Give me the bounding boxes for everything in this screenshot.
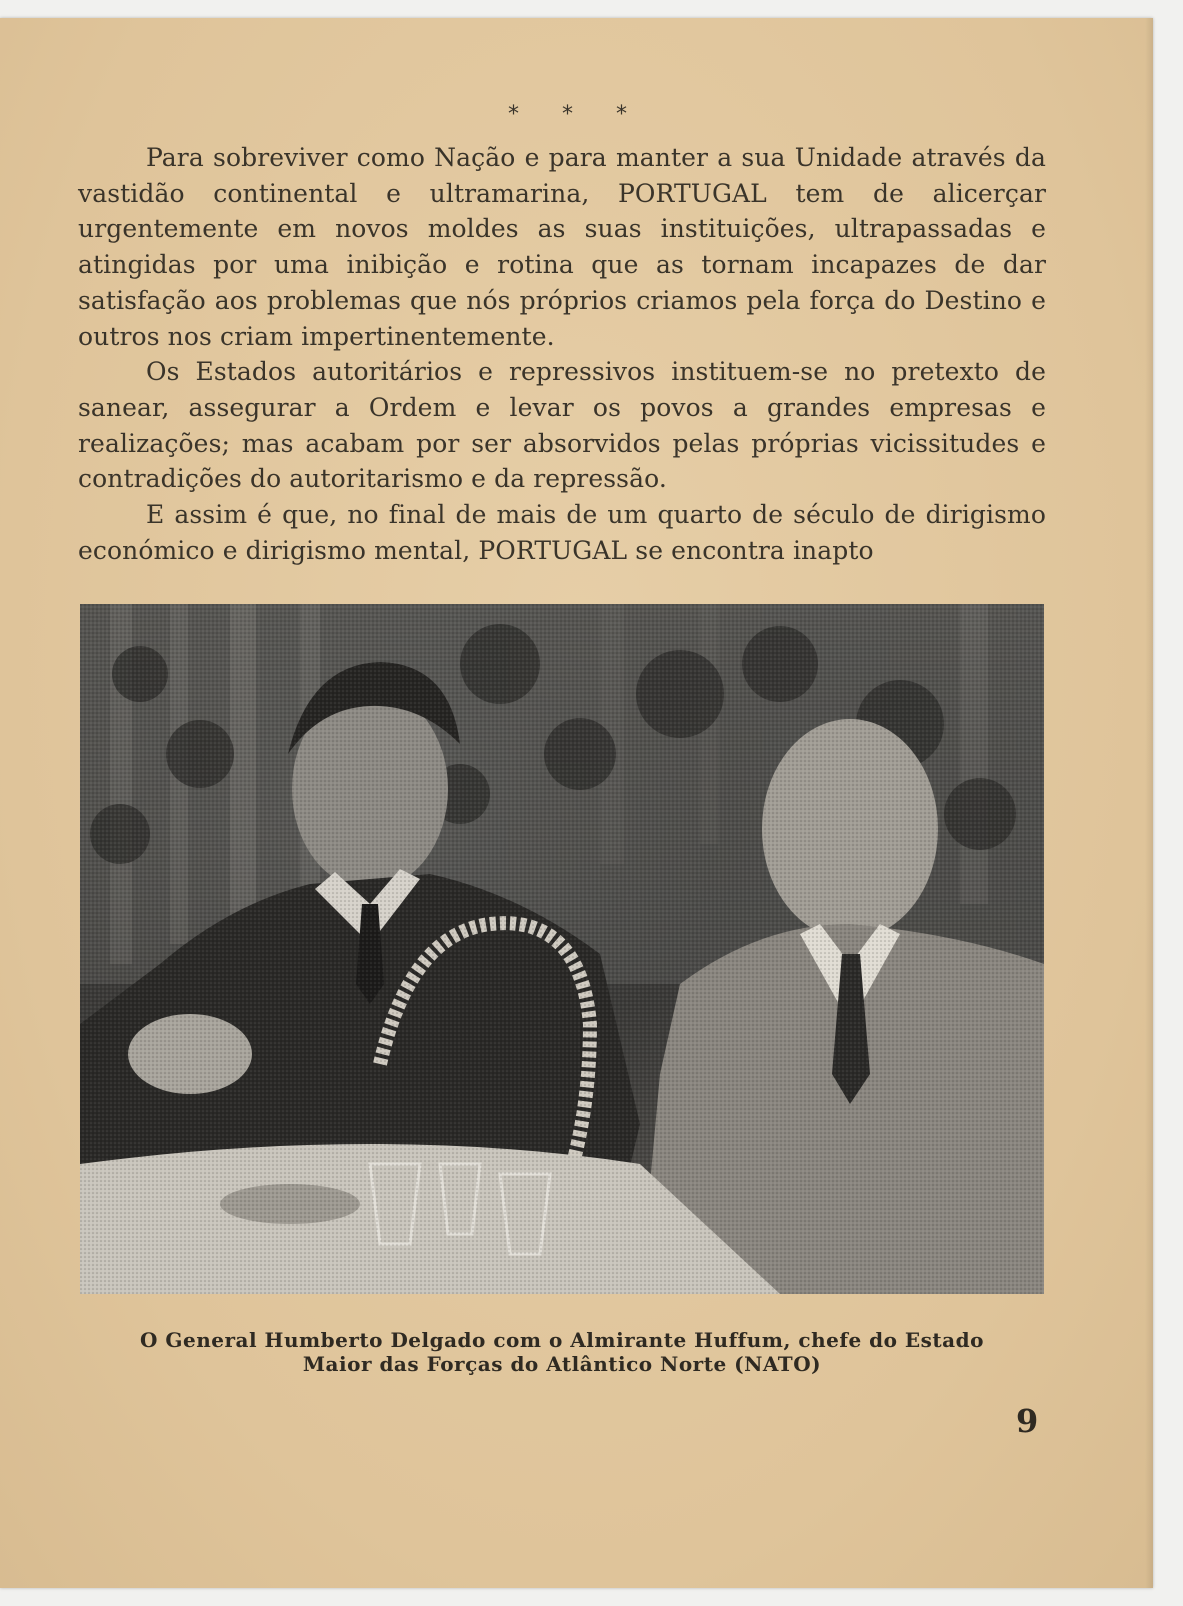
caption-line-1: O General Humberto Delgado com o Almirante Huffum, chefe do Estado (140, 1328, 984, 1352)
body-text (78, 140, 1046, 568)
halftone-grain (80, 604, 1044, 1294)
section-separator: * * * (508, 102, 645, 127)
paragraph-2: Os Estados autoritários e repressivos instituem-se no pretexto de sanear, assegurar a Ordem e levar os povos a grandes empresas e realizações; mas acabam por ser absorvidos pelas próprias vicissitudes e contradições do autoritarismo e da repressão. (78, 357, 1046, 494)
caption-line-2: Maior das Forças do Atlântico Norte (NATO) (302, 1352, 822, 1376)
photograph (80, 604, 1044, 1294)
document-page (0, 18, 1153, 1588)
photograph-illustration (80, 604, 1044, 1294)
photo-caption (62, 1328, 1062, 1376)
paragraph-3: E assim é que, no final de mais de um quarto de século de dirigismo económico e dirigismo mental, PORTUGAL se encontra inapto (78, 500, 1046, 565)
page-number: 9 (1016, 1402, 1039, 1440)
paragraph-1: Para sobreviver como Nação e para manter a sua Unidade através da vastidão continental e ultramarina, PORTUGAL tem de alicerçar urgentemente em novos moldes as suas instituições, ultrapassadas e atingidas por uma inibição e rotina que as tornam incapazes de dar satisfação aos problemas que nós próprios criamos pela força do Destino e outros nos criam impertinentemente. (78, 143, 1046, 351)
